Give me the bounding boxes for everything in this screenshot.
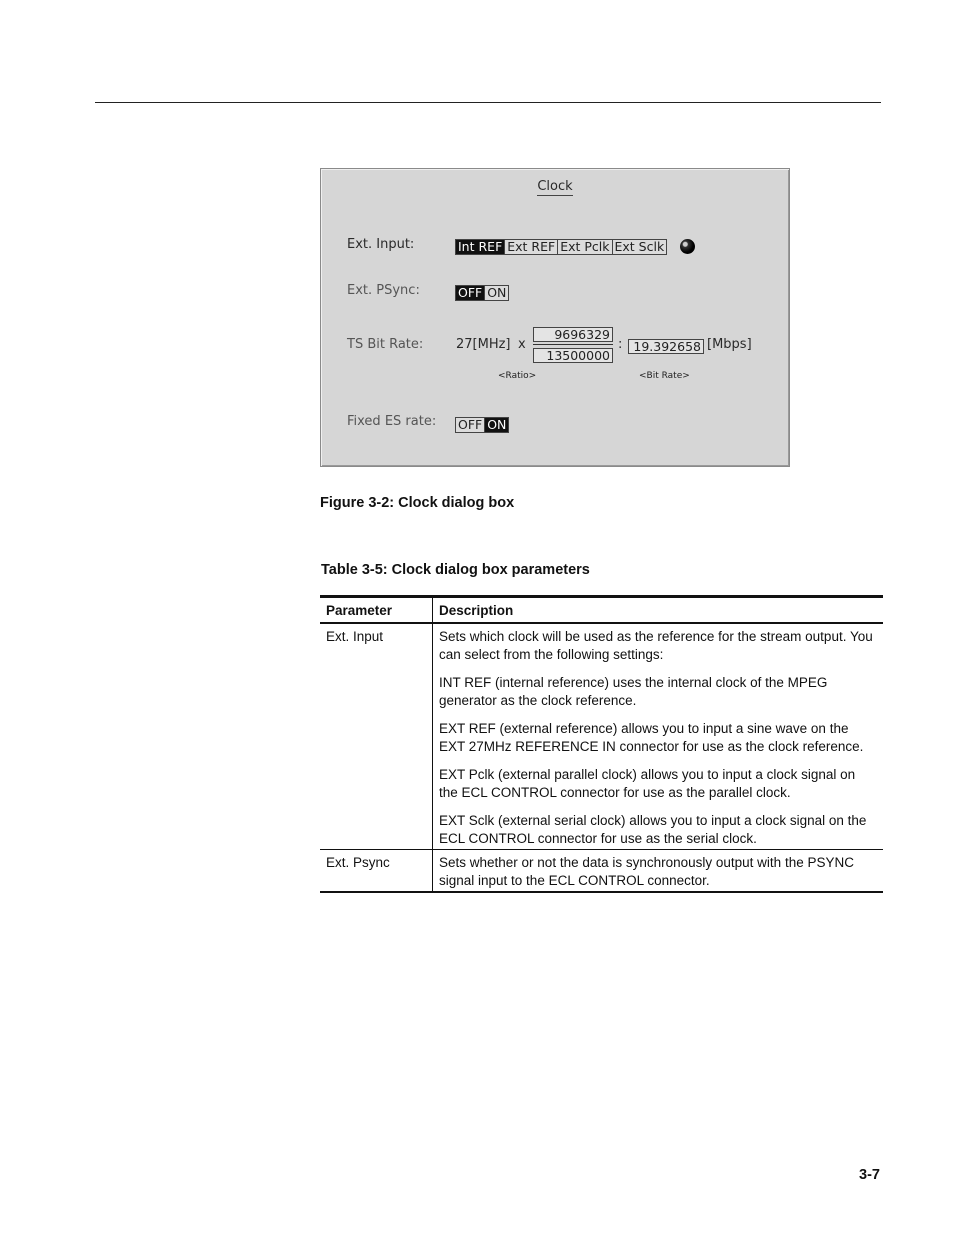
parameter-cell: Ext. Input [320,623,433,850]
header-rule [95,102,881,103]
table-header-row [320,597,883,624]
bit-rate-unit: [Mbps] [707,337,752,352]
ratio-numerator-field[interactable]: 9696329 [533,327,613,342]
ext-input-option-ext-sclk[interactable]: Ext Sclk [613,239,668,255]
description-paragraph: EXT Sclk (external serial clock) allows you to input a clock signal on the ECL CONTROL connector for use as the serial clock. [439,813,867,846]
parameters-table [320,595,883,893]
ratio-denominator-field[interactable]: 13500000 [533,348,613,363]
parameter-cell: Ext. Psync [320,850,433,893]
ext-input-selector[interactable] [455,239,667,255]
fraction-line [533,344,613,345]
description-paragraph: EXT Pclk (external parallel clock) allows you to input a clock signal on the ECL CONTROL connector for use as the parallel clock. [439,767,856,800]
base-frequency: 27[MHz] [456,337,511,352]
clock-dialog [320,168,790,467]
table-caption: Table 3-5: Clock dialog box parameters [321,562,590,578]
ext-input-label: Ext. Input: [347,237,415,252]
description-cell [433,850,884,893]
header-description: Description [433,597,884,624]
figure-caption: Figure 3-2: Clock dialog box [320,495,515,511]
description-paragraph: INT REF (internal reference) uses the internal clock of the MPEG generator as the clock reference. [439,675,828,708]
description-paragraph: Sets which clock will be used as the reference for the stream output. You can select from the following settings: [439,629,873,662]
ext-input-option-ext-pclk[interactable]: Ext Pclk [558,239,612,255]
ext-psync-toggle[interactable] [455,285,509,301]
ratio-colon: : [618,337,623,352]
header-parameter: Parameter [320,597,433,624]
ts-bit-rate-label: TS Bit Rate: [347,337,424,352]
table-row [320,850,883,893]
status-indicator-icon [680,239,695,254]
ext-psync-label: Ext. PSync: [347,283,420,298]
page-number: 3-7 [859,1167,880,1183]
bit-rate-field[interactable]: 19.392658 [628,339,704,354]
fixed-es-rate-off-option[interactable]: OFF [455,417,485,433]
table-row [320,623,883,850]
ext-psync-on-option[interactable]: ON [485,285,509,301]
ext-input-option-int-ref[interactable]: Int REF [455,239,505,255]
description-paragraph: Sets whether or not the data is synchronously output with the PSYNC signal input to the ECL CONTROL connector. [439,855,854,888]
fixed-es-rate-label: Fixed ES rate: [347,414,437,429]
description-paragraph: EXT REF (external reference) allows you to input a sine wave on the EXT 27MHz REFERENCE IN connector for use as the clock reference. [439,721,864,754]
ext-input-option-ext-ref[interactable]: Ext REF [505,239,558,255]
fixed-es-rate-toggle[interactable] [455,417,509,433]
multiply-sign: x [518,337,526,352]
dialog-title: Clock [537,179,573,194]
fixed-es-rate-on-option[interactable]: ON [485,417,509,433]
ext-psync-off-option[interactable]: OFF [455,285,485,301]
bit-rate-caption: <Bit Rate> [639,371,690,381]
ratio-caption: <Ratio> [498,371,537,381]
description-cell [433,623,884,850]
